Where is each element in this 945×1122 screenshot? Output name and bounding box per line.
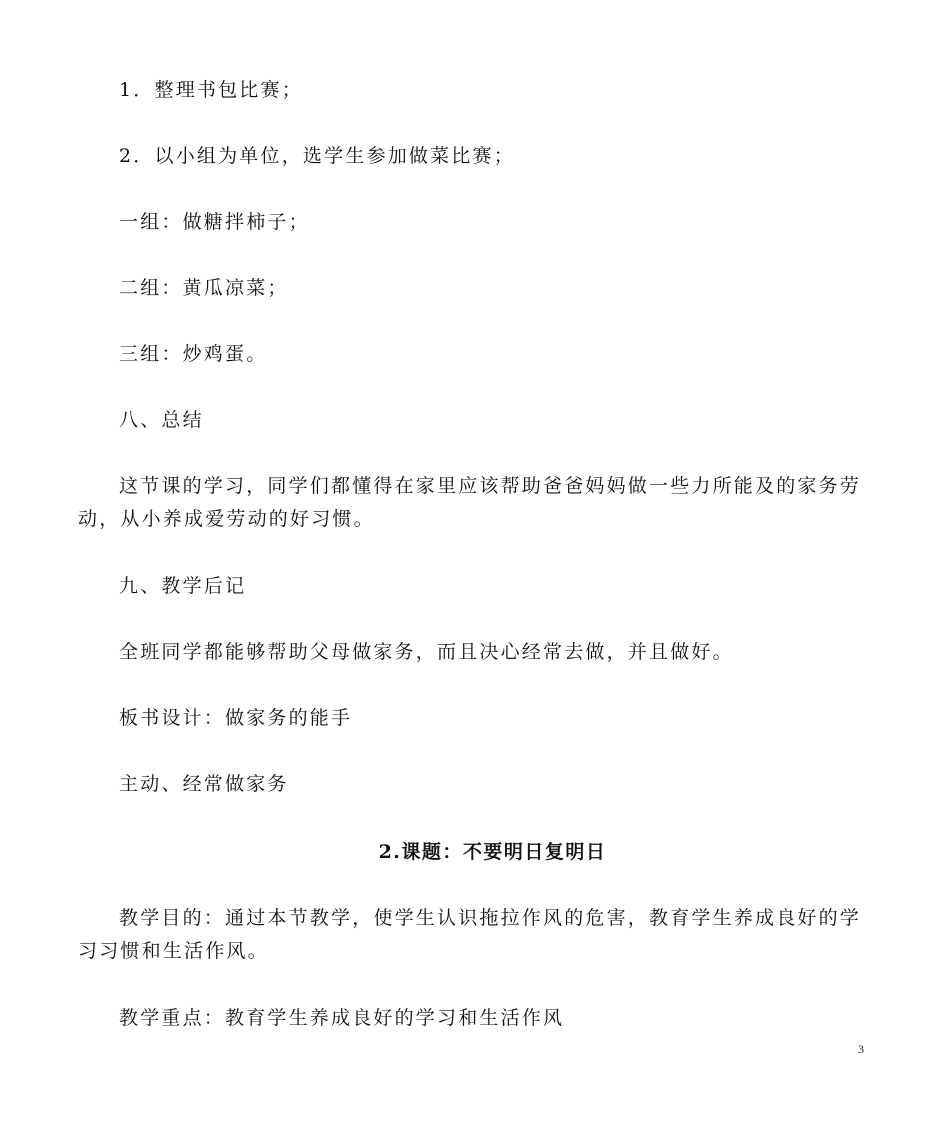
- lesson-title: 2.课题：不要明日复明日: [378, 841, 607, 863]
- paragraph-teaching-notes-body: 全班同学都能够帮助父母做家务，而且决心经常去做，并且做好。: [119, 641, 734, 663]
- paragraph-group-three: 三组：炒鸡蛋。: [119, 343, 268, 365]
- section-heading-summary: 八、总结: [119, 409, 204, 431]
- section-heading-teaching-notes: 九、教学后记: [119, 575, 247, 597]
- paragraph-board-design-item: 主动、经常做家务: [119, 773, 289, 795]
- paragraph-cooking-contest: 2．以小组为单位，选学生参加做菜比赛；: [119, 145, 515, 167]
- paragraph-summary-body: 这节课的学习，同学们都懂得在家里应该帮助爸爸妈妈做一些力所能及的家务劳动，从小养成爱劳动的好习惯。: [78, 475, 862, 530]
- paragraph-organize-bag-contest: 1．整理书包比赛；: [119, 79, 303, 101]
- paragraph-teaching-objective: 教学目的：通过本节教学，使学生认识拖拉作风的危害，教育学生养成良好的学习习惯和生活作风。: [78, 907, 862, 962]
- page-number: 3: [858, 1042, 864, 1056]
- paragraph-group-one: 一组：做糖拌柿子；: [119, 211, 310, 233]
- paragraph-board-design: 板书设计：做家务的能手: [119, 707, 353, 729]
- paragraph-teaching-focus: 教学重点：教育学生养成良好的学习和生活作风: [119, 1007, 565, 1029]
- paragraph-group-two: 二组：黄瓜凉菜；: [119, 277, 289, 299]
